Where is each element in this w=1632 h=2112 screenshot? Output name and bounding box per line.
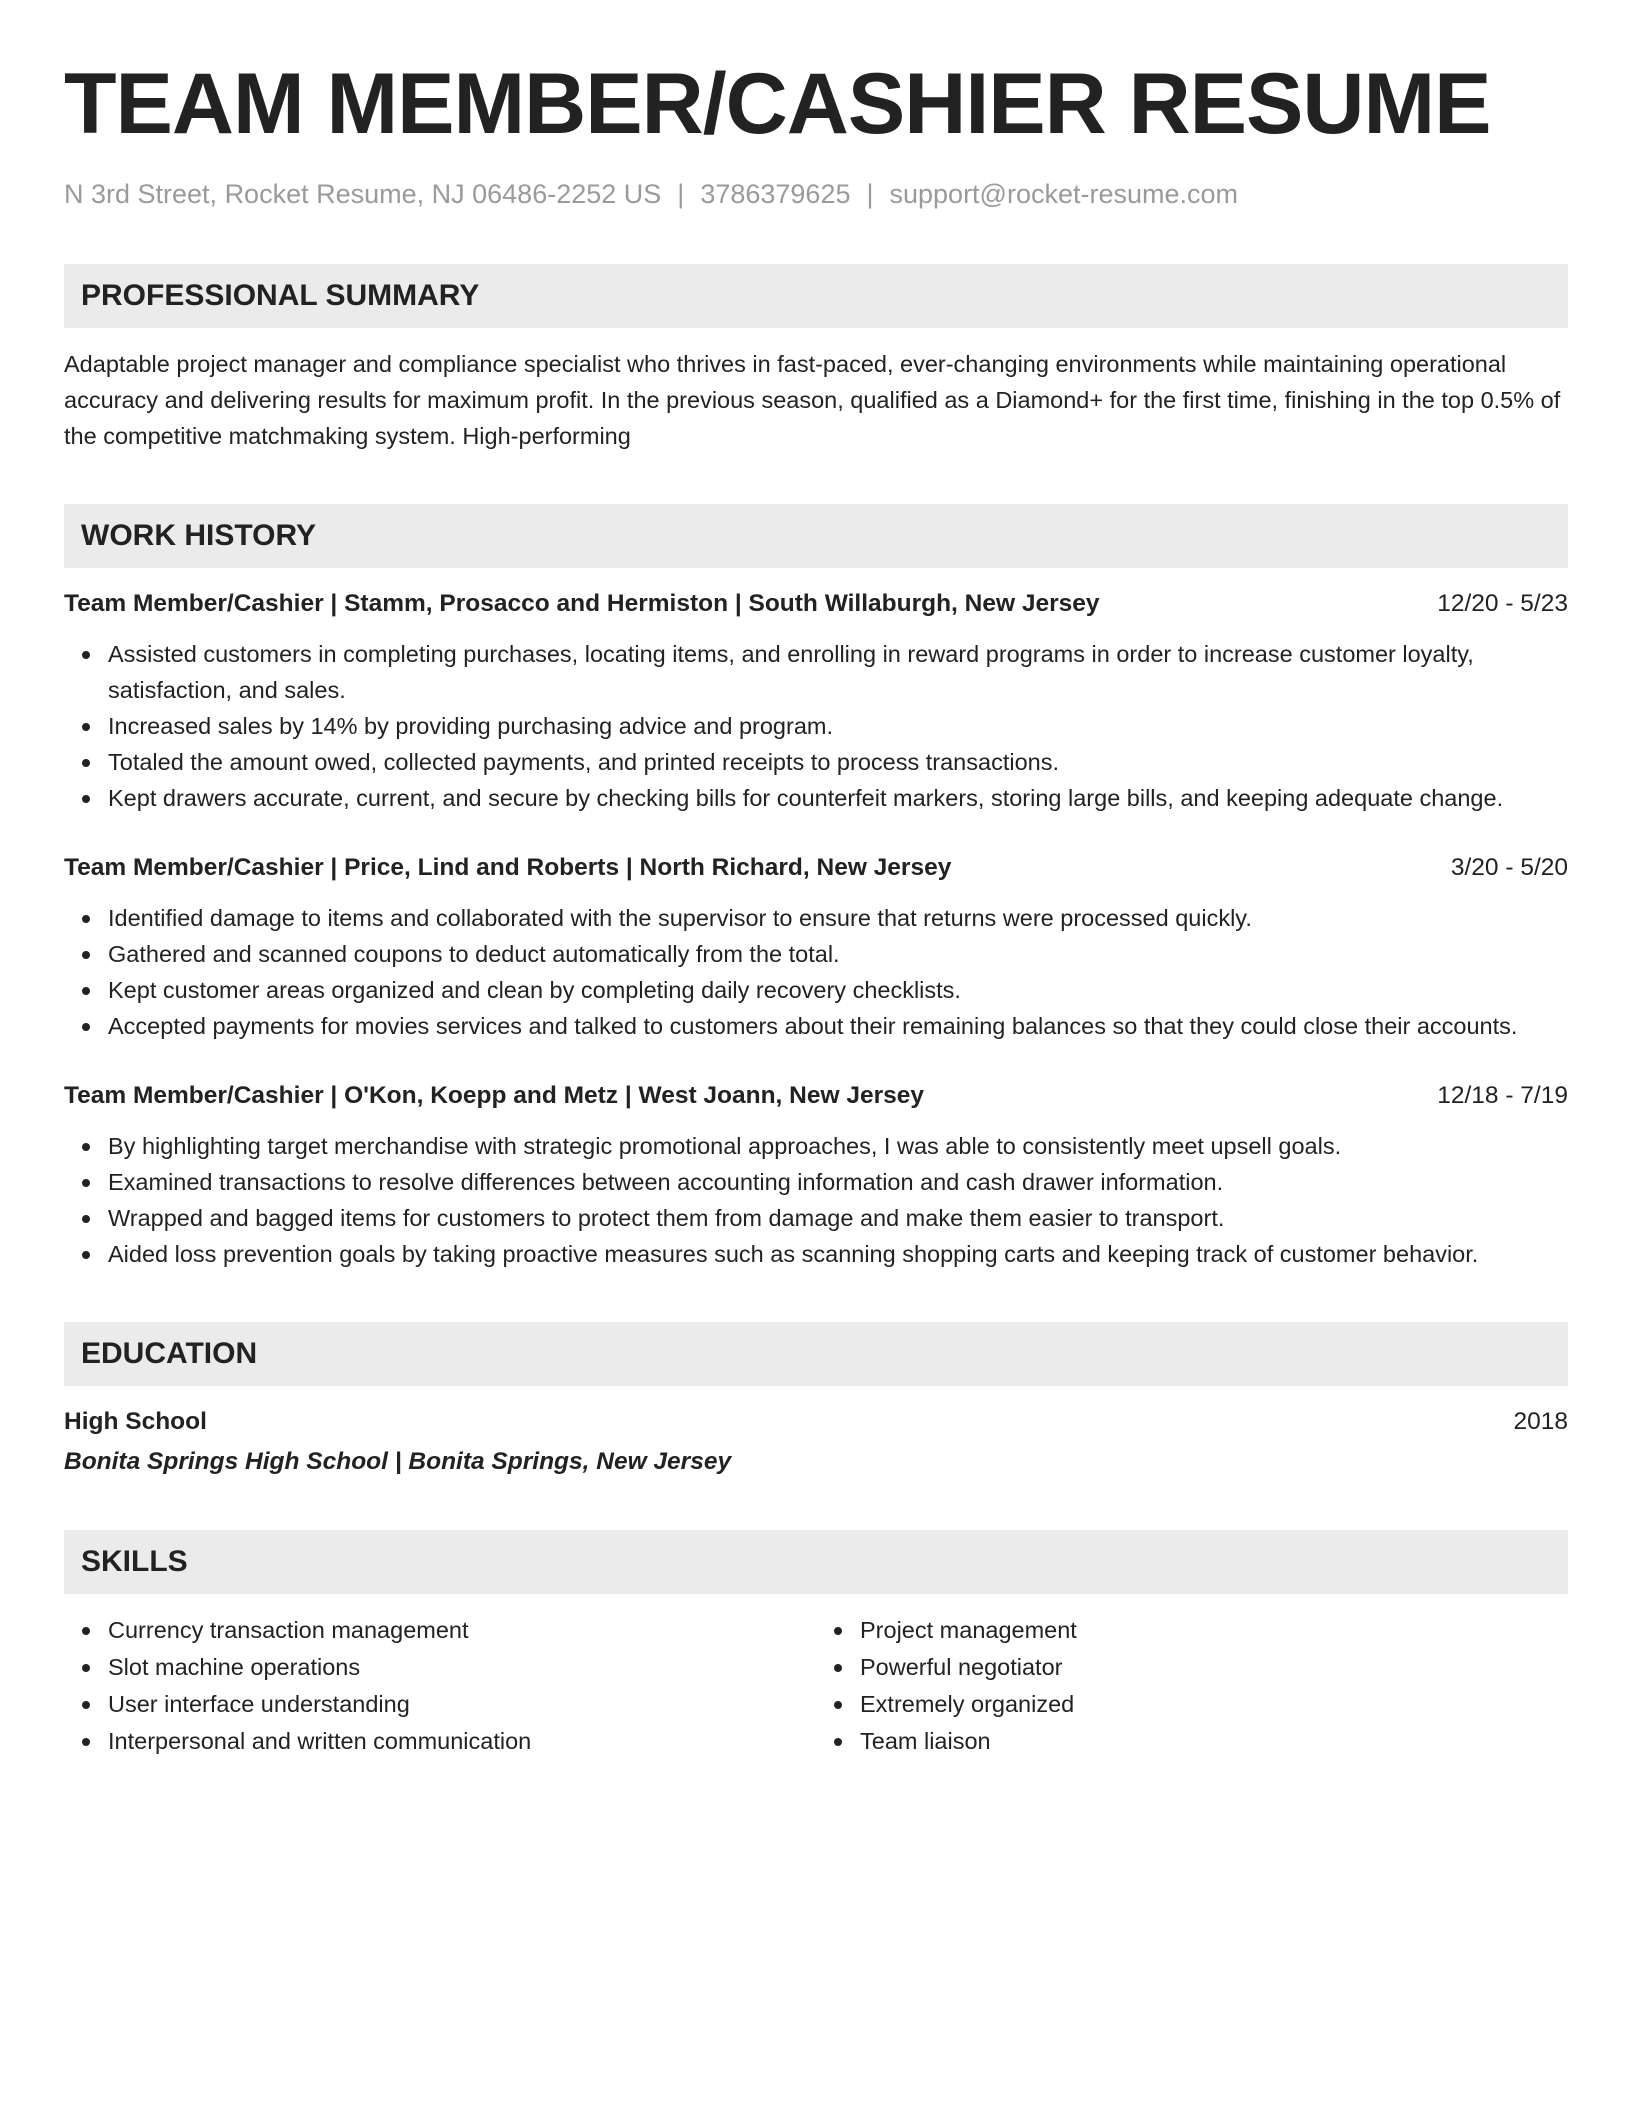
job-entry (64, 850, 1568, 1044)
education-school: Bonita Springs High School | Bonita Springs, New Jersey (64, 1448, 732, 1475)
bullet-icon (82, 1251, 90, 1259)
skill-item (108, 1723, 816, 1760)
section-header-summary: PROFESSIONAL SUMMARY (64, 264, 1568, 328)
skill-item (860, 1649, 1568, 1686)
bullet-icon (82, 795, 90, 803)
bullet-icon (82, 1627, 90, 1635)
job-bullet-text: Aided loss prevention goals by taking proactive measures such as scanning shopping carts and keeping track of customer behavior. (108, 1241, 1479, 1267)
contact-address: N 3rd Street, Rocket Resume, NJ 06486-2252 US (64, 179, 662, 209)
job-bullet (108, 1236, 1568, 1272)
job-entry (64, 586, 1568, 816)
skills-column-right (816, 1612, 1568, 1760)
job-header (64, 1078, 1568, 1114)
job-bullet-text: Wrapped and bagged items for customers to protect them from damage and make them easier to transport. (108, 1205, 1225, 1231)
bullet-icon (82, 1023, 90, 1031)
job-bullet (108, 936, 1568, 972)
bullet-icon (82, 1143, 90, 1151)
job-bullets (64, 636, 1568, 816)
job-dates: 12/18 - 7/19 (1437, 1082, 1568, 1109)
bullet-icon (834, 1701, 842, 1709)
section-header-skills: SKILLS (64, 1530, 1568, 1594)
bullet-icon (834, 1738, 842, 1746)
skill-item (860, 1612, 1568, 1649)
section-header-education: EDUCATION (64, 1322, 1568, 1386)
job-header (64, 586, 1568, 622)
skill-text: Extremely organized (860, 1691, 1075, 1717)
job-bullet (108, 744, 1568, 780)
bullet-icon (82, 951, 90, 959)
bullet-icon (82, 723, 90, 731)
bullet-icon (82, 915, 90, 923)
job-bullet (108, 1128, 1568, 1164)
job-bullet (108, 708, 1568, 744)
skill-text: Powerful negotiator (860, 1654, 1063, 1680)
job-title: Team Member/Cashier | Stamm, Prosacco and Hermiston | South Willaburgh, New Jersey (64, 590, 1100, 617)
job-header (64, 850, 1568, 886)
summary-text: Adaptable project manager and compliance specialist who thrives in fast-paced, ever-changing environments while maintaining operational accuracy and delivering results for maximum profit. In the previous season, qualified as a Diamond+ for the first time, finishing in the top 0.5% of the competitive matchmaking system. High-performing (64, 351, 1561, 449)
contact-separator: | (677, 179, 685, 209)
education-year: 2018 (1513, 1408, 1568, 1435)
job-bullet (108, 1200, 1568, 1236)
skills-column-left (64, 1612, 816, 1760)
job-dates: 3/20 - 5/20 (1450, 854, 1568, 881)
job-bullet-text: Accepted payments for movies services and talked to customers about their remaining balances so that they could close their accounts. (108, 1013, 1518, 1039)
bullet-icon (82, 1664, 90, 1672)
skills-list (64, 1612, 1568, 1760)
bullet-icon (82, 759, 90, 767)
job-bullet (108, 972, 1568, 1008)
skill-text: Interpersonal and written communication (108, 1728, 532, 1754)
job-title: Team Member/Cashier | Price, Lind and Roberts | North Richard, New Jersey (64, 854, 952, 881)
bullet-icon (82, 987, 90, 995)
education-header (64, 1404, 1568, 1440)
bullet-icon (82, 1179, 90, 1187)
job-bullet-text: Examined transactions to resolve differences between accounting information and cash drawer information. (108, 1169, 1224, 1195)
resume-title: TEAM MEMBER/CASHIER RESUME (64, 56, 1491, 152)
section-header-work-history: WORK HISTORY (64, 504, 1568, 568)
job-bullet-text: Assisted customers in completing purchases, locating items, and enrolling in reward programs in order to increase customer loyalty, satisfaction, and sales. (108, 641, 1474, 703)
job-bullets (64, 900, 1568, 1044)
skill-text: User interface understanding (108, 1691, 410, 1717)
job-entry (64, 1078, 1568, 1272)
skill-item (860, 1723, 1568, 1760)
job-bullet (108, 780, 1568, 816)
skill-text: Project management (860, 1617, 1077, 1643)
bullet-icon (82, 1738, 90, 1746)
job-bullets (64, 1128, 1568, 1272)
job-bullet-text: By highlighting target merchandise with strategic promotional approaches, I was able to consistently meet upsell goals. (108, 1133, 1342, 1159)
contact-phone: 3786379625 (700, 179, 851, 209)
job-bullet (108, 900, 1568, 936)
contact-line (64, 176, 1568, 212)
skill-text: Currency transaction management (108, 1617, 469, 1643)
skill-item (860, 1686, 1568, 1723)
education-entry (64, 1404, 1568, 1480)
skill-item (108, 1649, 816, 1686)
job-bullet (108, 1164, 1568, 1200)
job-bullet-text: Identified damage to items and collaborated with the supervisor to ensure that returns were processed quickly. (108, 905, 1252, 931)
skill-text: Slot machine operations (108, 1654, 361, 1680)
job-bullet (108, 1008, 1568, 1044)
bullet-icon (834, 1627, 842, 1635)
job-dates: 12/20 - 5/23 (1437, 590, 1568, 617)
bullet-icon (834, 1664, 842, 1672)
job-bullet (108, 636, 1568, 708)
skill-item (108, 1612, 816, 1649)
education-degree: High School (64, 1408, 207, 1435)
skill-text: Team liaison (860, 1728, 991, 1754)
contact-separator: | (866, 179, 874, 209)
contact-email: support@rocket-resume.com (889, 179, 1239, 209)
job-bullet-text: Kept customer areas organized and clean by completing daily recovery checklists. (108, 977, 961, 1003)
bullet-icon (82, 1215, 90, 1223)
job-bullet-text: Totaled the amount owed, collected payments, and printed receipts to process transactions. (108, 749, 1059, 775)
job-bullet-text: Gathered and scanned coupons to deduct automatically from the total. (108, 941, 840, 967)
job-bullet-text: Kept drawers accurate, current, and secure by checking bills for counterfeit markers, storing large bills, and keeping adequate change. (108, 785, 1504, 811)
job-bullet-text: Increased sales by 14% by providing purchasing advice and program. (108, 713, 834, 739)
bullet-icon (82, 1701, 90, 1709)
skill-item (108, 1686, 816, 1723)
job-title: Team Member/Cashier | O'Kon, Koepp and Metz | West Joann, New Jersey (64, 1082, 925, 1109)
bullet-icon (82, 651, 90, 659)
